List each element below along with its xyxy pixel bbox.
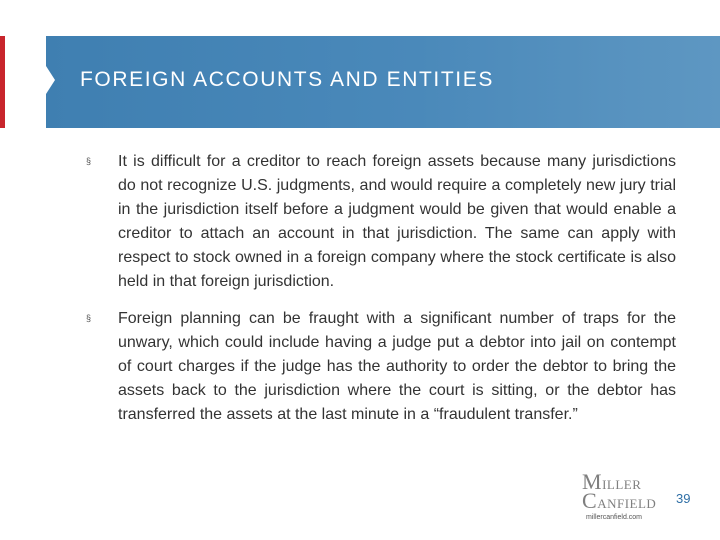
bullet-marker: § [86, 156, 92, 166]
logo-url: millercanfield.com [586, 514, 643, 521]
bullet-text: It is difficult for a creditor to reach foreign assets because many jurisdictions do not recognize U.S. judgments, and would require a completely new jury trial in the jurisdiction itself before a judgment would be given that would enable a creditor to attach an account in that jurisdiction. The same can apply with respect to stock owned in a foreign company where the stock certificate is also held in that foreign jurisdiction. [118, 153, 676, 290]
bullet-item-1 [86, 150, 676, 294]
page-number: 39 [676, 491, 691, 506]
bullet-marker: § [86, 313, 92, 323]
miller-canfield-logo [582, 469, 664, 521]
logo-line-canfield: CANFIELD [582, 488, 657, 513]
bullet-item-2 [86, 307, 676, 427]
red-accent-bar [0, 36, 5, 128]
bullet-list [86, 150, 676, 440]
logo-line-miller: MILLER [582, 469, 642, 494]
bullet-text: Foreign planning can be fraught with a significant number of traps for the unwary, which could include having a judge put a debtor into jail on contempt of court charges if the judge has the authority to order the debtor to bring the assets back to the jurisdiction where the court is sitting, or the debtor has transferred the assets at the last minute in a “fraudulent transfer.” [118, 310, 676, 423]
slide-title: FOREIGN ACCOUNTS AND ENTITIES [80, 68, 494, 91]
header-notch [46, 66, 55, 94]
